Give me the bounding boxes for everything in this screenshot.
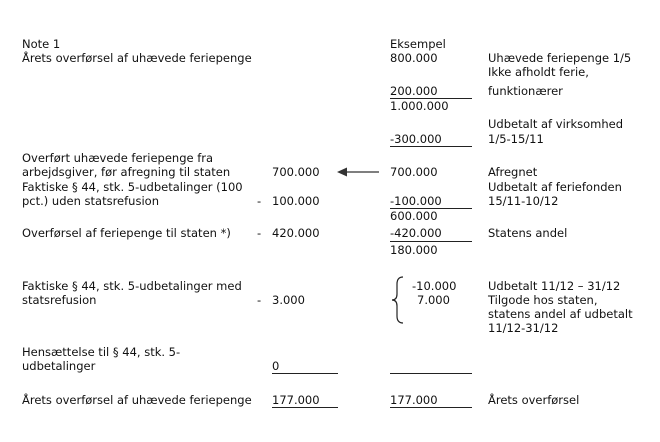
total-amount: 177.000 [272, 393, 320, 407]
explanation-line: statens andel af udbetalt [488, 307, 633, 321]
explanation-line: Uhævede feriepenge 1/5 [488, 51, 632, 65]
example-value: 180.000 [390, 243, 438, 257]
explanation-line: Tilgode hos staten, [488, 293, 598, 307]
explanation-line: Årets overførsel [488, 393, 580, 407]
explanation-line: Udbetalt 11/12 – 31/12 [488, 279, 621, 293]
example-value: -100.000 [390, 194, 442, 208]
explanation-line: 15/11-10/12 [488, 194, 559, 208]
example-value: 7.000 [417, 293, 450, 307]
example-value: -10.000 [412, 279, 457, 293]
explanation-line: funktionærer [488, 84, 563, 98]
total-example: 177.000 [390, 393, 438, 407]
explanation-line: Udbetalt af feriefonden [488, 180, 622, 194]
explanation-line: Udbetalt af virksomhed [488, 117, 624, 131]
explanation-line: 1/5-15/11 [488, 132, 544, 146]
row-label: Hensættelse til § 44, stk. 5- [22, 345, 181, 359]
row-label: Faktiske § 44, stk. 5-udbetalinger (100 [22, 180, 243, 194]
example-value: -300.000 [390, 132, 442, 146]
example-value: 200.000 [390, 84, 438, 98]
curly-brace-icon [391, 276, 407, 324]
underline-rule [390, 407, 472, 408]
example-value: -420.000 [390, 226, 442, 240]
underline-rule [390, 146, 472, 147]
left-arrow-icon [336, 166, 380, 178]
row-label: arbejdsgiver, før afregning til staten [22, 165, 231, 179]
row-amount: 420.000 [272, 226, 320, 240]
example-value: 600.000 [390, 209, 438, 223]
row-amount: 0 [272, 359, 280, 373]
total-label: Årets overførsel af uhævede feriepenge [22, 393, 252, 407]
minus-sign: - [257, 293, 262, 307]
explanation-line: Statens andel [488, 226, 568, 240]
underline-rule [390, 241, 472, 242]
row-label: Faktiske § 44, stk. 5-udbetalinger med [22, 279, 242, 293]
explanation-line: Afregnet [488, 165, 538, 179]
underline-rule [272, 373, 338, 374]
note-heading: Årets overførsel af uhævede feriepenge [22, 51, 252, 65]
example-value: 1.000.000 [390, 99, 449, 113]
example-value: 700.000 [390, 165, 438, 179]
row-label: Overførsel af feriepenge til staten *) [22, 226, 231, 240]
note-title: Note 1 [22, 37, 61, 51]
explanation-line: Ikke afholdt ferie, [488, 65, 589, 79]
minus-sign: - [257, 226, 262, 240]
row-label: Overført uhævede feriepenge fra [22, 151, 214, 165]
row-amount: 100.000 [272, 194, 320, 208]
underline-rule [390, 373, 472, 374]
example-value: 800.000 [390, 51, 438, 65]
underline-rule [272, 407, 338, 408]
minus-sign: - [257, 194, 262, 208]
row-amount: 700.000 [272, 165, 320, 179]
row-label: pct.) uden statsrefusion [22, 194, 159, 208]
row-label: udbetalinger [22, 359, 96, 373]
row-label: statsrefusion [22, 293, 97, 307]
explanation-line: 11/12-31/12 [488, 321, 559, 335]
example-header: Eksempel [390, 37, 446, 51]
row-amount: 3.000 [272, 293, 305, 307]
